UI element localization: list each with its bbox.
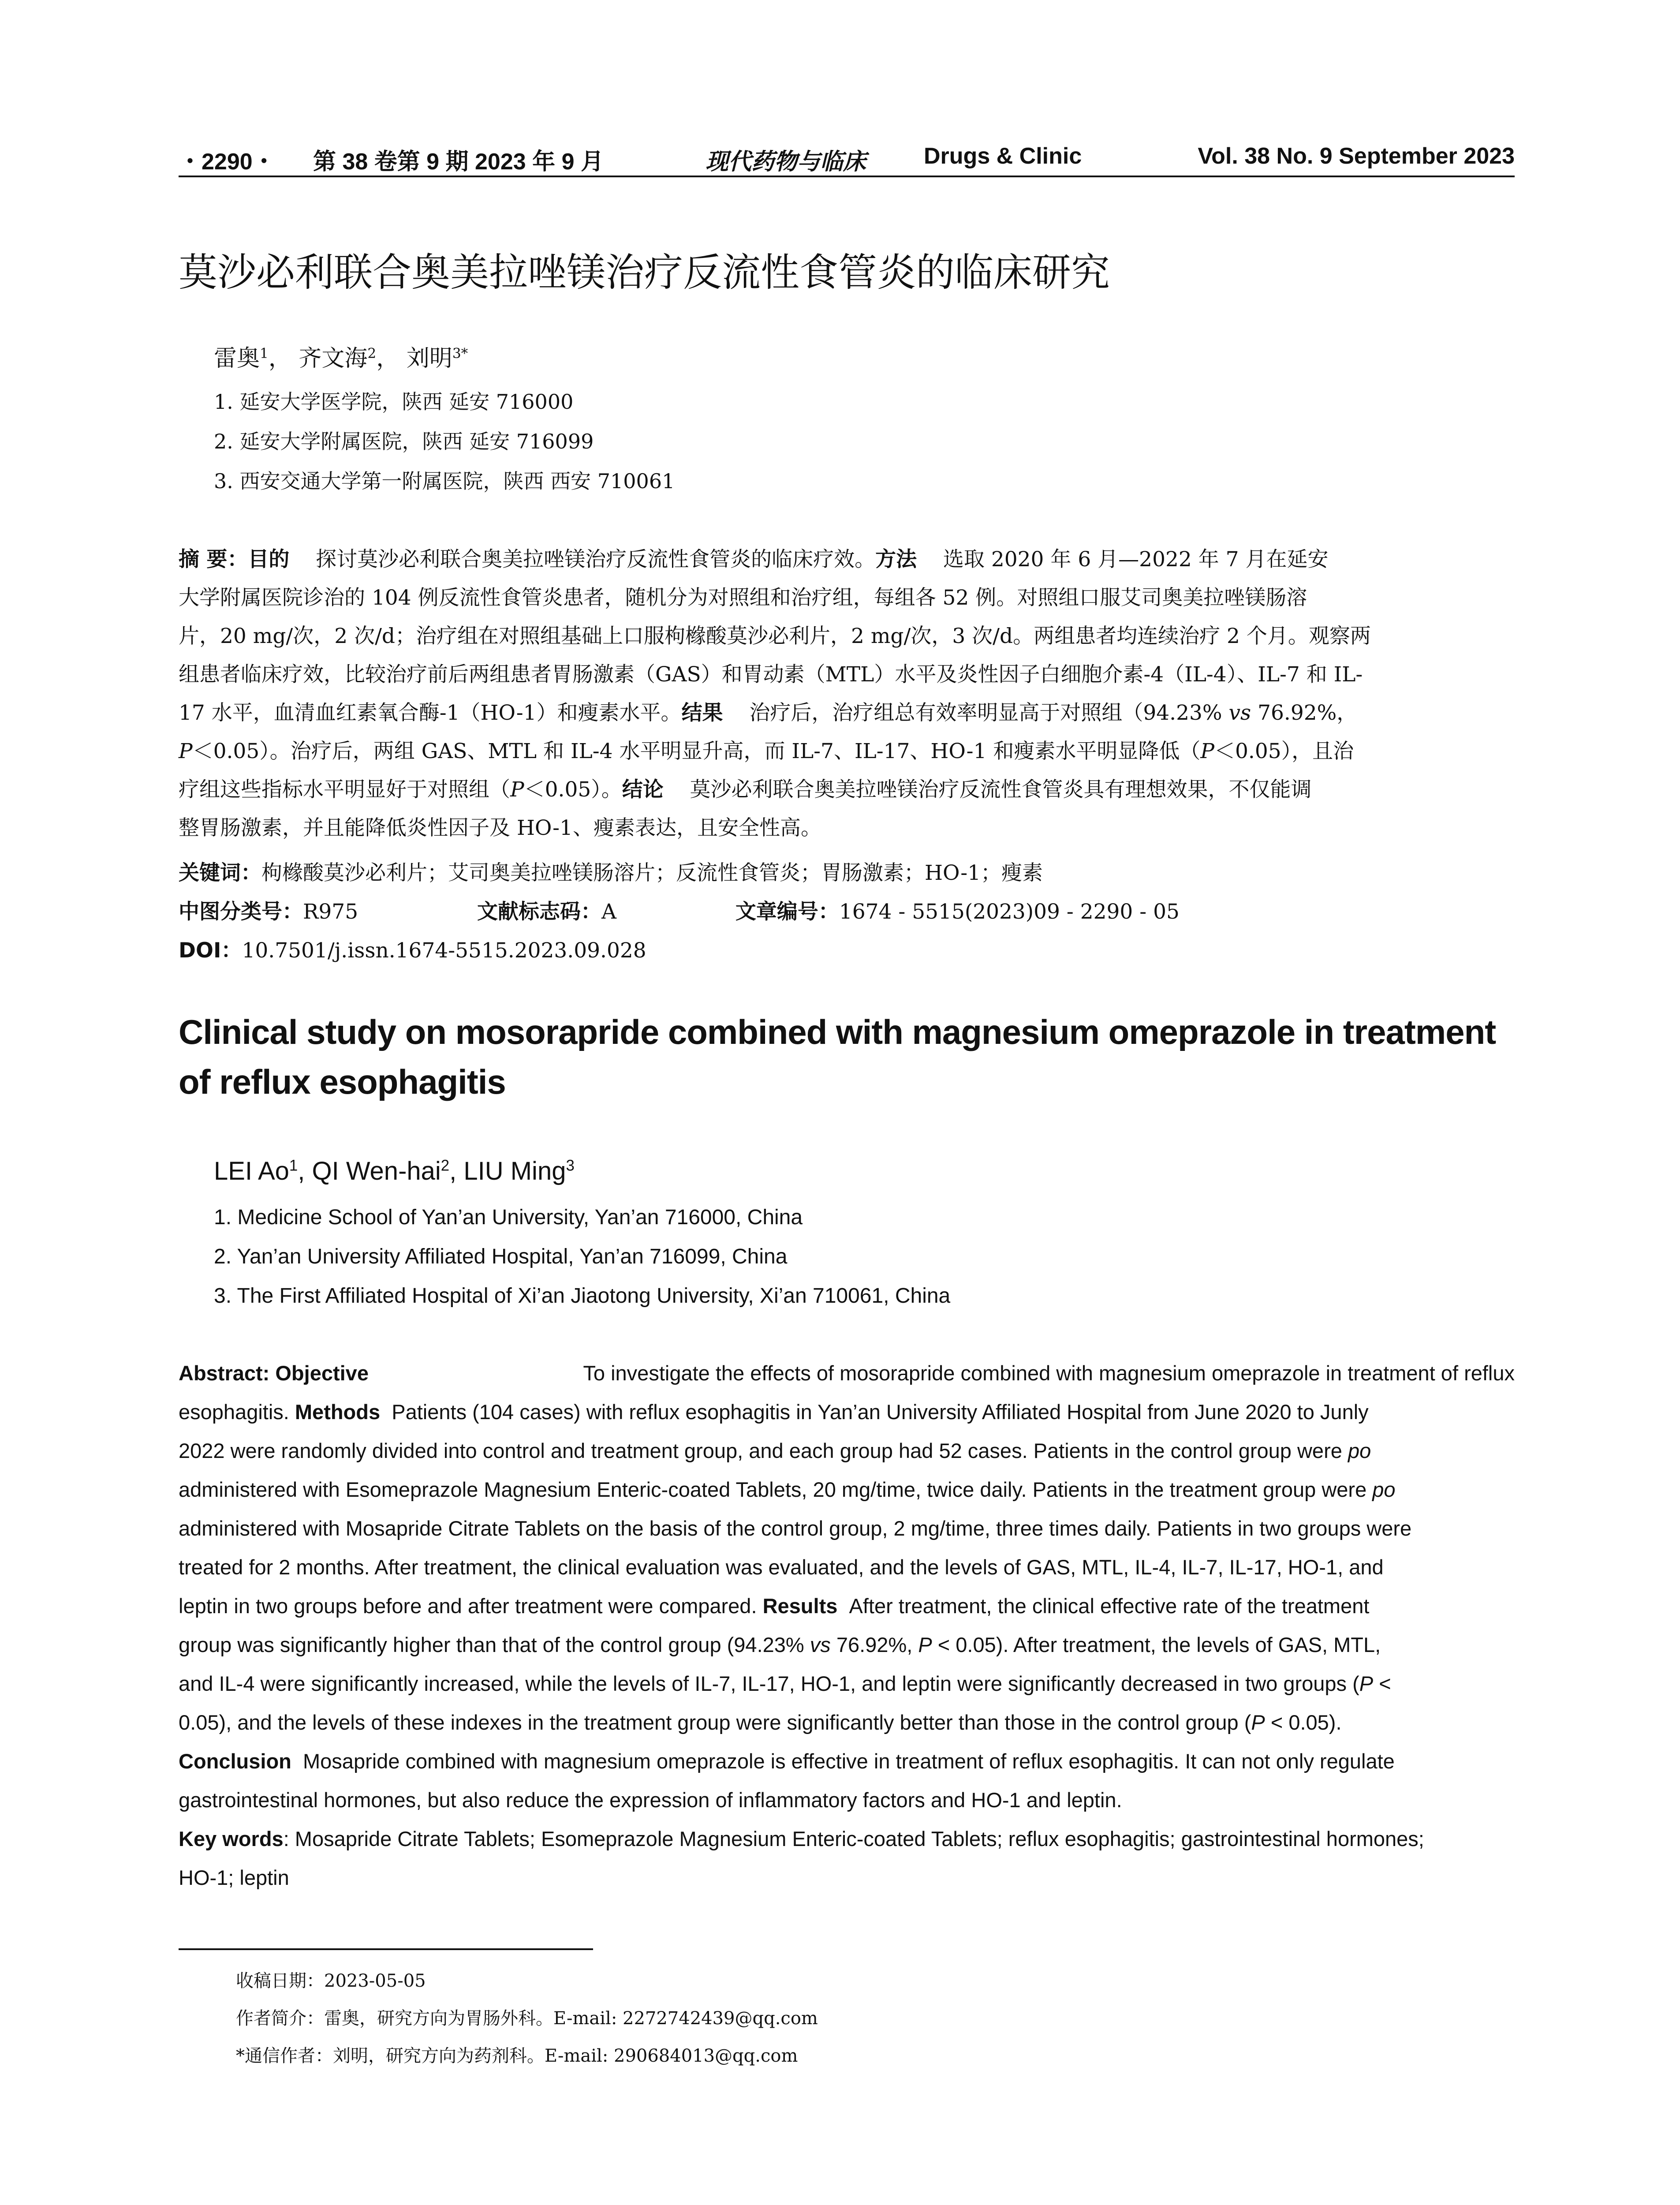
- abstract-line: 17 水平，血清血红素氧合酶-1（HO-1）和瘦素水平。: [179, 701, 682, 725]
- abstract-en: [179, 1354, 1515, 1897]
- author-sup: 2: [367, 345, 377, 362]
- vs-text: vs: [1228, 701, 1251, 725]
- header-volume: Vol. 38 No. 9 September 2023: [1198, 143, 1515, 169]
- p-symbol: P: [1200, 739, 1215, 763]
- header-page-number: ・2290・: [179, 149, 276, 175]
- keywords-en-text: : Mosapride Citrate Tablets; Esomeprazole Magnesium Enteric-coated Tablets; reflux esophagitis; gastrointestinal hormones;: [283, 1827, 1424, 1850]
- footnote-author-bio: 作者简介：雷奥，研究方向为胃肠外科。E-mail: 2272742439@qq.com: [236, 2008, 818, 2029]
- objective-label: 目的: [248, 547, 290, 572]
- keywords-text: 枸橼酸莫沙必利片；艾司奥美拉唑镁肠溶片；反流性食管炎；胃肠激素；HO-1；瘦素: [261, 861, 1043, 885]
- po-text: po: [1372, 1478, 1396, 1501]
- abstract-cn: [179, 540, 1515, 847]
- author-name: 齐文海: [299, 345, 368, 372]
- author-name: 刘明: [406, 345, 452, 372]
- affiliation-cn: 2. 延安大学附属医院，陕西 延安 716099: [214, 430, 594, 453]
- author-sup: 2: [441, 1157, 450, 1174]
- abstract-line: treated for 2 months. After treatment, the clinical evaluation was evaluated, and the levels of GAS, MTL, IL-4, IL-7, IL-17, HO-1, and: [179, 1555, 1384, 1579]
- affiliation-en: 3. The First Affiliated Hospital of Xi’an Jiaotong University, Xi’an 710061, China: [214, 1284, 951, 1308]
- abstract-line: leptin in two groups before and after treatment were compared.: [179, 1594, 757, 1618]
- results-label: 结果: [681, 701, 723, 725]
- author-sup: 1: [260, 345, 269, 362]
- doi-label: DOI：: [179, 938, 242, 963]
- abstract-line: ＜0.05），且治: [1214, 739, 1354, 763]
- abstract-line: < 0.05). After treatment, the levels of GAS, MTL,: [937, 1633, 1381, 1656]
- abstract-line: After treatment, the clinical effective rate of the treatment: [849, 1594, 1370, 1618]
- abstract-line: Patients (104 cases) with reflux esophagitis in Yan’an University Affiliated Hospital from June 2020 to Junly: [392, 1400, 1369, 1424]
- doc-code-label: 文献标志码：: [477, 900, 602, 924]
- article-number-label: 文章编号：: [735, 900, 839, 924]
- p-symbol: P: [179, 739, 193, 763]
- abstract-line: 整胃肠激素，并且能降低炎性因子及 HO-1、瘦素表达，且安全性高。: [179, 816, 821, 840]
- abstract-line: 0.05), and the levels of these indexes in the treatment group were significantly better than those in the control group (: [179, 1711, 1251, 1734]
- abstract-line: <: [1379, 1672, 1391, 1695]
- header-journal-cn: 现代药物与临床: [706, 148, 866, 175]
- affiliation-cn: 1. 延安大学医学院，陕西 延安 716000: [214, 390, 574, 414]
- author-sep: ，: [268, 345, 291, 372]
- abstract-line: group was significantly higher than that of the control group (94.23%: [179, 1633, 804, 1656]
- p-symbol: P: [510, 777, 524, 802]
- authors-en: [214, 1156, 575, 1186]
- abstract-line: To investigate the effects of mosorapride combined with magnesium omeprazole in treatment of reflux: [583, 1361, 1515, 1385]
- objective-text: 探讨莫沙必利联合奥美拉唑镁治疗反流性食管炎的临床疗效。: [316, 547, 876, 572]
- doi-value[interactable]: 10.7501/j.issn.1674-5515.2023.09.028: [242, 938, 646, 963]
- p-symbol: P: [1359, 1672, 1374, 1695]
- abstract-line: < 0.05).: [1270, 1711, 1342, 1734]
- clc-value: R975: [303, 900, 358, 924]
- author-sep: ,: [298, 1157, 312, 1185]
- abstract-line: ＜0.05）。治疗后，两组 GAS、MTL 和 IL-4 水平明显升高，而 IL-7、IL-17、HO-1 和瘦素水平明显降低（: [192, 739, 1201, 763]
- author-sep: ,: [449, 1157, 464, 1185]
- author-name: LIU Ming: [463, 1157, 566, 1185]
- affiliation-en: 2. Yan’an University Affiliated Hospital, Yan’an 716099, China: [214, 1245, 788, 1268]
- conclusion-label: Conclusion: [179, 1749, 291, 1773]
- keywords-en-text: HO-1; leptin: [179, 1866, 289, 1889]
- results-text: 76.92%，: [1251, 701, 1358, 725]
- classification-line: [179, 895, 1180, 925]
- abstract-line: Mosapride combined with magnesium omeprazole is effective in treatment of reflux esophagitis. It can not only regulate: [303, 1749, 1395, 1773]
- abstract-line: 疗组这些指标水平明显好于对照组（: [179, 777, 510, 802]
- abstract-line: ＜0.05）。: [524, 777, 622, 802]
- doc-code-value: A: [601, 900, 616, 924]
- abstract-line: 组患者临床疗效，比较治疗前后两组患者胃肠激素（GAS）和胃动素（MTL）水平及炎性因子白细胞介素-4（IL-4）、IL-7 和 IL-: [179, 662, 1363, 687]
- vs-text: vs: [810, 1633, 831, 1656]
- keywords-cn: [179, 856, 1043, 886]
- author-name: 雷奥: [214, 345, 260, 372]
- keywords-en-label: Key words: [179, 1827, 284, 1850]
- conclusion-text: 莫沙必利联合奥美拉唑镁治疗反流性食管炎具有理想效果，不仅能调: [690, 777, 1312, 802]
- abstract-label: 摘 要：: [179, 547, 248, 572]
- abstract-line: esophagitis.: [179, 1400, 289, 1424]
- abstract-line: 76.92%,: [836, 1633, 913, 1656]
- affiliation-en: 1. Medicine School of Yan’an University, Yan’an 716000, China: [214, 1206, 803, 1229]
- author-name: LEI Ao: [214, 1157, 289, 1185]
- running-header: [179, 140, 1515, 177]
- title-en-line: of reflux esophagitis: [179, 1062, 506, 1101]
- methods-label: 方法: [875, 547, 917, 572]
- results-label: Results: [762, 1594, 838, 1618]
- footnote-corresponding: *通信作者：刘明，研究方向为药剂科。E-mail: 290684013@qq.com: [236, 2046, 798, 2066]
- doi-line: [179, 934, 646, 964]
- author-sep: ，: [376, 345, 399, 372]
- article-number-value: 1674 - 5515(2023)09 - 2290 - 05: [839, 900, 1180, 924]
- abstract-line: and IL-4 were significantly increased, while the levels of IL-7, IL-17, HO-1, and leptin were significantly decreased in two groups (: [179, 1672, 1359, 1695]
- results-text: 治疗后，治疗组总有效率明显高于对照组（94.23%: [749, 701, 1229, 725]
- title-cn: 莫沙必利联合奥美拉唑镁治疗反流性食管炎的临床研究: [179, 250, 1110, 295]
- author-name: QI Wen-hai: [312, 1157, 441, 1185]
- affiliation-cn: 3. 西安交通大学第一附属医院，陕西 西安 710061: [214, 469, 675, 493]
- abstract-line: 2022 were randomly divided into control and treatment group, and each group had 52 cases. Patients in the control group were: [179, 1439, 1342, 1462]
- author-sup: 3*: [452, 345, 468, 362]
- abstract-objective-label: Abstract: Objective: [179, 1361, 369, 1385]
- clc-label: 中图分类号：: [179, 900, 303, 924]
- keywords-label: 关键词：: [179, 861, 261, 885]
- conclusion-label: 结论: [622, 777, 664, 802]
- abstract-line: 片，20 mg/次，2 次/d；治疗组在对照组基础上口服枸橼酸莫沙必利片，2 mg/次，3 次/d。两组患者均连续治疗 2 个月。观察两: [179, 624, 1371, 648]
- po-text: po: [1348, 1439, 1371, 1462]
- p-symbol: P: [1251, 1711, 1265, 1734]
- authors-cn: [214, 340, 468, 373]
- abstract-line: administered with Mosapride Citrate Tablets on the basis of the control group, 2 mg/time, three times daily. Patients in two groups were: [179, 1517, 1412, 1540]
- title-en-line: Clinical study on mosorapride combined with magnesium omeprazole in treatment: [179, 1013, 1496, 1051]
- header-journal-en: Drugs & Clinic: [924, 143, 1082, 169]
- footnote-divider: [179, 1948, 593, 1950]
- p-symbol: P: [918, 1633, 932, 1656]
- footnote-received: 收稿日期：2023-05-05: [236, 1971, 426, 1991]
- author-sup: 1: [289, 1157, 298, 1174]
- abstract-line: gastrointestinal hormones, but also reduce the expression of inflammatory factors and HO-1 and leptin.: [179, 1788, 1122, 1812]
- abstract-line: 大学附属医院诊治的 104 例反流性食管炎患者，随机分为对照组和治疗组，每组各 52 例。对照组口服艾司奥美拉唑镁肠溶: [179, 586, 1307, 610]
- header-issue: 第 38 卷第 9 期 2023 年 9 月: [313, 149, 604, 175]
- author-sup: 3: [566, 1157, 575, 1174]
- methods-text: 选取 2020 年 6 月—2022 年 7 月在延安: [943, 547, 1329, 572]
- abstract-line: administered with Esomeprazole Magnesium Enteric-coated Tablets, 20 mg/time, twice daily. Patients in the treatment group were: [179, 1478, 1367, 1501]
- methods-label: Methods: [295, 1400, 381, 1424]
